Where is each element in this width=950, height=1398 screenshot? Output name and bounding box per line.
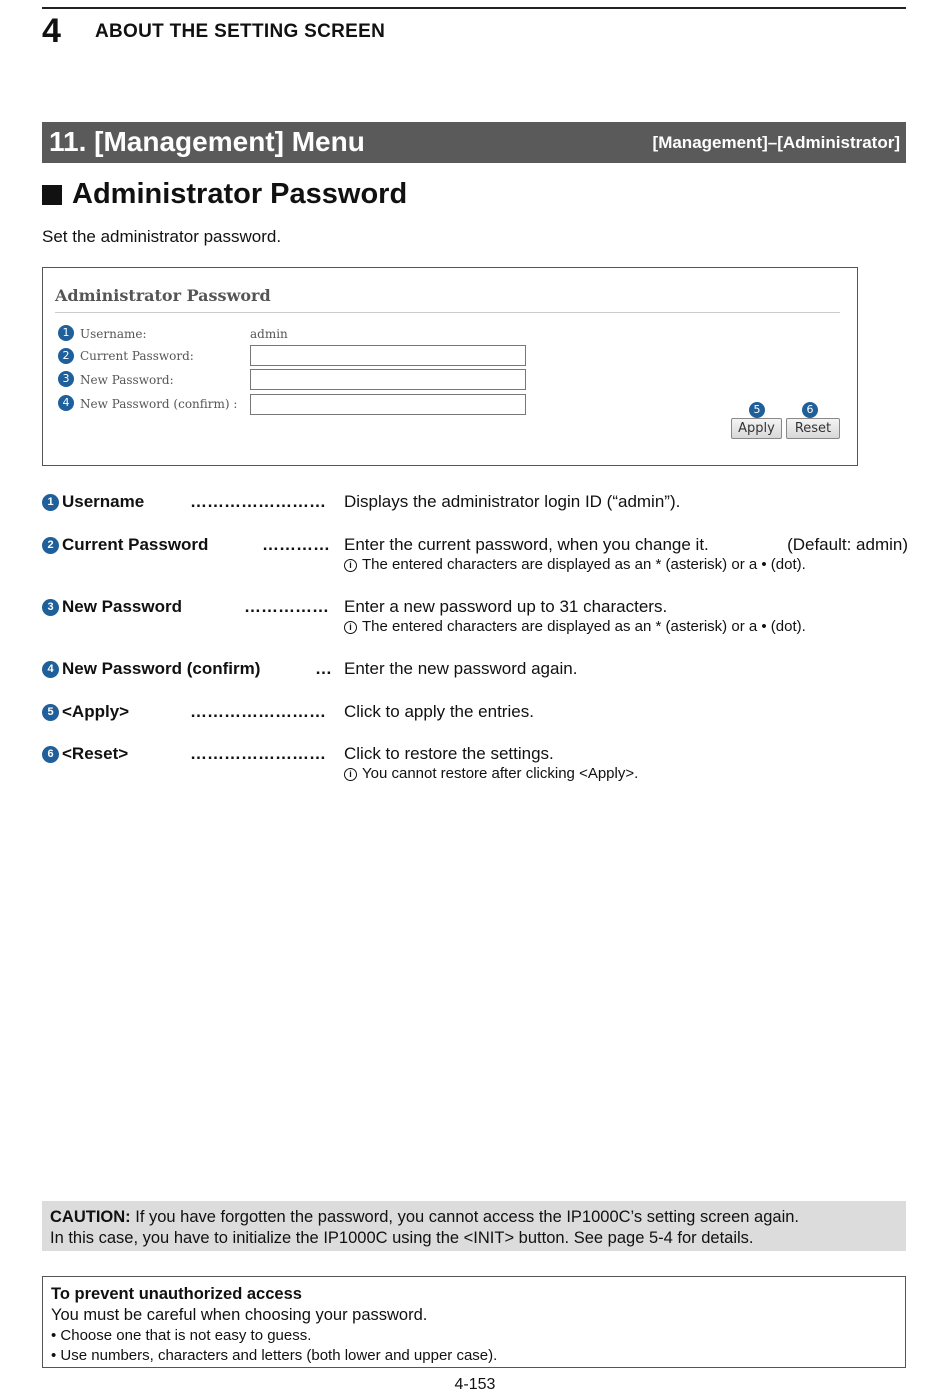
section-bar — [42, 122, 906, 163]
button-marker-6: 6 — [802, 402, 818, 418]
button-marker-5: 5 — [749, 402, 765, 418]
info-icon: i — [344, 559, 357, 572]
item-marker: 6 — [42, 746, 59, 763]
page-number: 4-153 — [454, 1376, 496, 1393]
field-marker-1: 1 — [58, 325, 74, 341]
item-leader: …………………… — [190, 702, 326, 721]
item-description: Click to apply the entries. — [344, 702, 534, 721]
security-tip-line: You must be careful when choosing your password. — [51, 1306, 428, 1324]
item-note: i You cannot restore after clicking <Apply>. — [344, 765, 638, 782]
security-tip-title: To prevent unauthorized access — [51, 1285, 302, 1303]
apply-button[interactable]: Apply — [731, 418, 782, 439]
square-bullet-icon — [42, 185, 62, 205]
item-default: (Default: admin) — [787, 535, 908, 554]
item-marker: 3 — [42, 599, 59, 616]
item-leader: …………… — [244, 597, 329, 616]
item-term: New Password — [62, 597, 182, 616]
new-password-input[interactable] — [250, 369, 526, 390]
item-note: i The entered characters are displayed as an * (asterisk) or a • (dot). — [344, 618, 806, 635]
item-leader: …………………… — [190, 492, 326, 511]
caution-line-2: In this case, you have to initialize the IP1000C using the <INIT> button. See page 5-4 for details. — [50, 1229, 754, 1247]
item-leader: ………… — [262, 535, 330, 554]
item-description: Click to restore the settings. — [344, 744, 554, 763]
security-tip-bullet: • Use numbers, characters and letters (both lower and upper case). — [51, 1347, 498, 1364]
item-description: Enter the new password again. — [344, 659, 578, 678]
chapter-title: ABOUT THE SETTING SCREEN — [95, 21, 386, 42]
caution-line-1: If you have forgotten the password, you cannot access the IP1000C’s setting screen again. — [130, 1208, 800, 1226]
item-term: Current Password — [62, 535, 209, 554]
caution-box — [42, 1201, 906, 1251]
security-tip-bullet: • Choose one that is not easy to guess. — [51, 1327, 312, 1344]
info-icon: i — [344, 768, 357, 781]
confirm-password-label: New Password (confirm) : — [80, 397, 238, 411]
item-marker: 2 — [42, 537, 59, 554]
confirm-password-input[interactable] — [250, 394, 526, 415]
subsection-heading: Administrator Password — [72, 178, 408, 210]
username-label: Username: — [80, 327, 147, 341]
new-password-label: New Password: — [80, 373, 174, 387]
item-marker: 5 — [42, 704, 59, 721]
panel-title: Administrator Password — [55, 286, 271, 305]
info-icon: i — [344, 621, 357, 634]
field-marker-4: 4 — [58, 395, 74, 411]
chapter-number: 4 — [42, 12, 61, 50]
panel-divider — [55, 312, 840, 313]
intro-text: Set the administrator password. — [42, 227, 282, 246]
field-marker-2: 2 — [58, 348, 74, 364]
item-description: Displays the administrator login ID (“admin”). — [344, 492, 681, 511]
item-note: i The entered characters are displayed as an * (asterisk) or a • (dot). — [344, 556, 806, 573]
item-term: Username — [62, 492, 145, 511]
item-term: <Apply> — [62, 702, 130, 721]
item-description: Enter a new password up to 31 characters. — [344, 597, 668, 616]
section-breadcrumb: [Management]–[Administrator] — [652, 133, 900, 152]
field-marker-3: 3 — [58, 371, 74, 387]
reset-button[interactable]: Reset — [786, 418, 840, 439]
settings-screenshot — [42, 267, 858, 466]
current-password-label: Current Password: — [80, 349, 194, 363]
security-tip-box — [42, 1276, 906, 1368]
section-title: 11. [Management] Menu — [49, 126, 365, 157]
item-description: Enter the current password, when you change it. — [344, 535, 709, 554]
item-marker: 4 — [42, 661, 59, 678]
item-leader: …………………… — [190, 744, 326, 763]
item-marker: 1 — [42, 494, 59, 511]
username-value: admin — [250, 327, 288, 341]
item-term: <Reset> — [62, 744, 129, 763]
caution-label: CAUTION: — [50, 1208, 131, 1226]
current-password-input[interactable] — [250, 345, 526, 366]
item-leader: … — [315, 659, 332, 678]
item-term: New Password (confirm) — [62, 659, 261, 678]
header-rule — [42, 7, 906, 9]
